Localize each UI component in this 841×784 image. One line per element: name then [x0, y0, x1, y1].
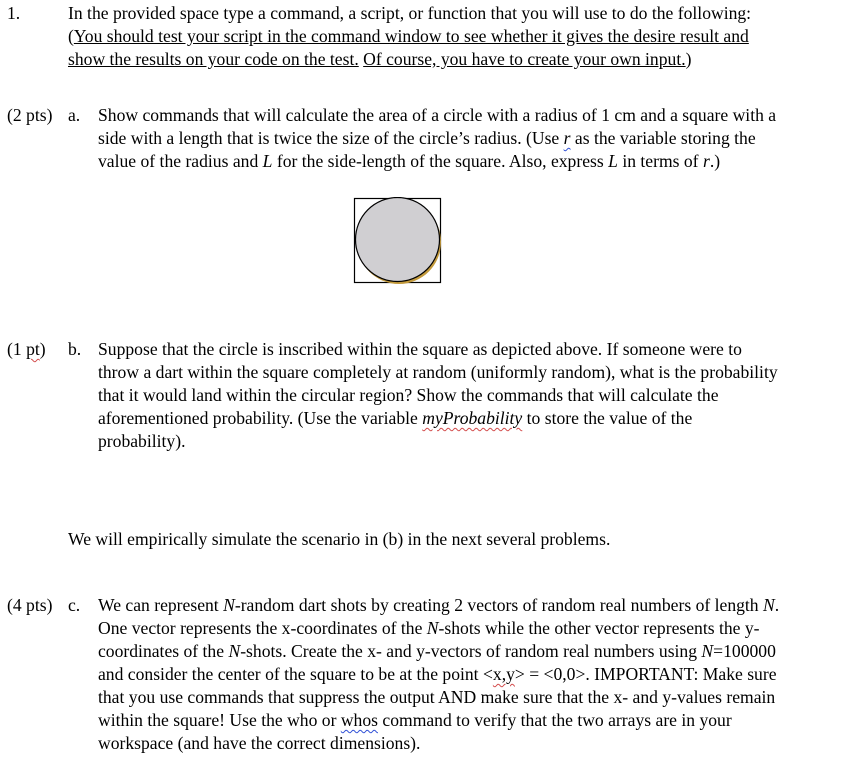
- xy-point: x,y: [492, 664, 515, 684]
- paren-open: (: [68, 26, 74, 46]
- part-a-text-3: for the side-length of the square. Also, express: [272, 151, 609, 171]
- part-b-text-1: Suppose that the circle is inscribed within the square as depicted above. If someone were to throw a dart within the square completely at random (uniformly random), what is the probability that it would land within the circular region? Show the commands that will calculate the aforementioned probability. (Use the variable: [98, 339, 778, 428]
- whos-command: whos: [340, 710, 378, 730]
- circle-shape: [356, 198, 440, 282]
- side-length-variable-2: L: [608, 151, 618, 171]
- n-variable-4: N: [228, 641, 241, 661]
- use-word: Use: [531, 128, 560, 148]
- part-b-text: [98, 338, 780, 453]
- question-number: 1.: [7, 3, 21, 23]
- part-c-text-8: command to verify that the two arrays are in your workspace (and have the correct dimensions).: [98, 710, 732, 753]
- part-a-text-2: as the variable storing the value of the radius and: [98, 128, 756, 171]
- part-c-text-2: -random dart shots by creating 2 vectors of random real numbers of length: [234, 595, 763, 615]
- n-variable-3: N: [426, 618, 439, 638]
- part-c-text-6: =100000 and consider the center of the square to be at the point <: [98, 641, 776, 684]
- part-b-points-word: pt: [26, 339, 40, 359]
- part-a-letter: a.: [68, 105, 81, 125]
- paren-close: ): [685, 49, 692, 69]
- part-c-points: (4 pts): [7, 595, 53, 615]
- test-instruction-underlined: You should test your script in the command window to see whether it gives the desire result and show the results on your code on the test.: [68, 26, 749, 69]
- n-variable-2: N: [763, 595, 775, 615]
- part-a-points: (2 pts): [7, 105, 53, 125]
- radius-variable: r: [563, 128, 571, 148]
- question-intro: In the provided space type a command, a script, or function that you will use to do the following:: [68, 3, 752, 23]
- part-c-text-5: -shots. Create the x- and y-vectors of random real numbers using: [240, 641, 702, 661]
- part-b-letter: b.: [68, 339, 82, 359]
- part-b-text-2: to store the value of the probability).: [98, 408, 693, 451]
- part-c-text-4: -shots while the other vector represents the y-coordinates of the: [98, 618, 760, 661]
- radius-variable-2: r: [702, 151, 710, 171]
- part-c-letter: c.: [68, 595, 81, 615]
- simulation-note: We will empirically simulate the scenario in (b) in the next several problems.: [68, 529, 611, 549]
- part-c-text-3: . One vector represents the x-coordinates of the: [98, 595, 780, 638]
- own-input-underlined: Of course, you have to create your own input.: [363, 49, 686, 69]
- part-c-text-1: We can represent: [98, 595, 224, 615]
- part-b-points-open: (1: [7, 339, 27, 359]
- part-a-text-1: Show commands that will calculate the area of a circle with a radius of 1 cm and a square with a side with a length that is twice the size of the circle’s radius. (: [98, 105, 777, 148]
- question-1-text: [68, 2, 776, 71]
- part-a-text-4: in terms of: [617, 151, 703, 171]
- part-c-text: [98, 594, 782, 755]
- circle-in-square-figure: [353, 197, 443, 287]
- part-b-points: [7, 338, 46, 361]
- n-variable-1: N: [223, 595, 235, 615]
- n-variable-5: N: [701, 641, 714, 661]
- part-c-text-7: > = <0,0>. IMPORTANT: Make sure that you use commands that suppress the output AND make sure that the x- and y-values remain within the square! Use the who or: [98, 664, 777, 730]
- part-a-text: [98, 104, 778, 173]
- side-length-variable: L: [262, 151, 273, 171]
- part-a-text-5: .): [709, 151, 721, 171]
- probability-variable: myProbability: [422, 408, 523, 428]
- part-b-points-close: ): [39, 339, 46, 359]
